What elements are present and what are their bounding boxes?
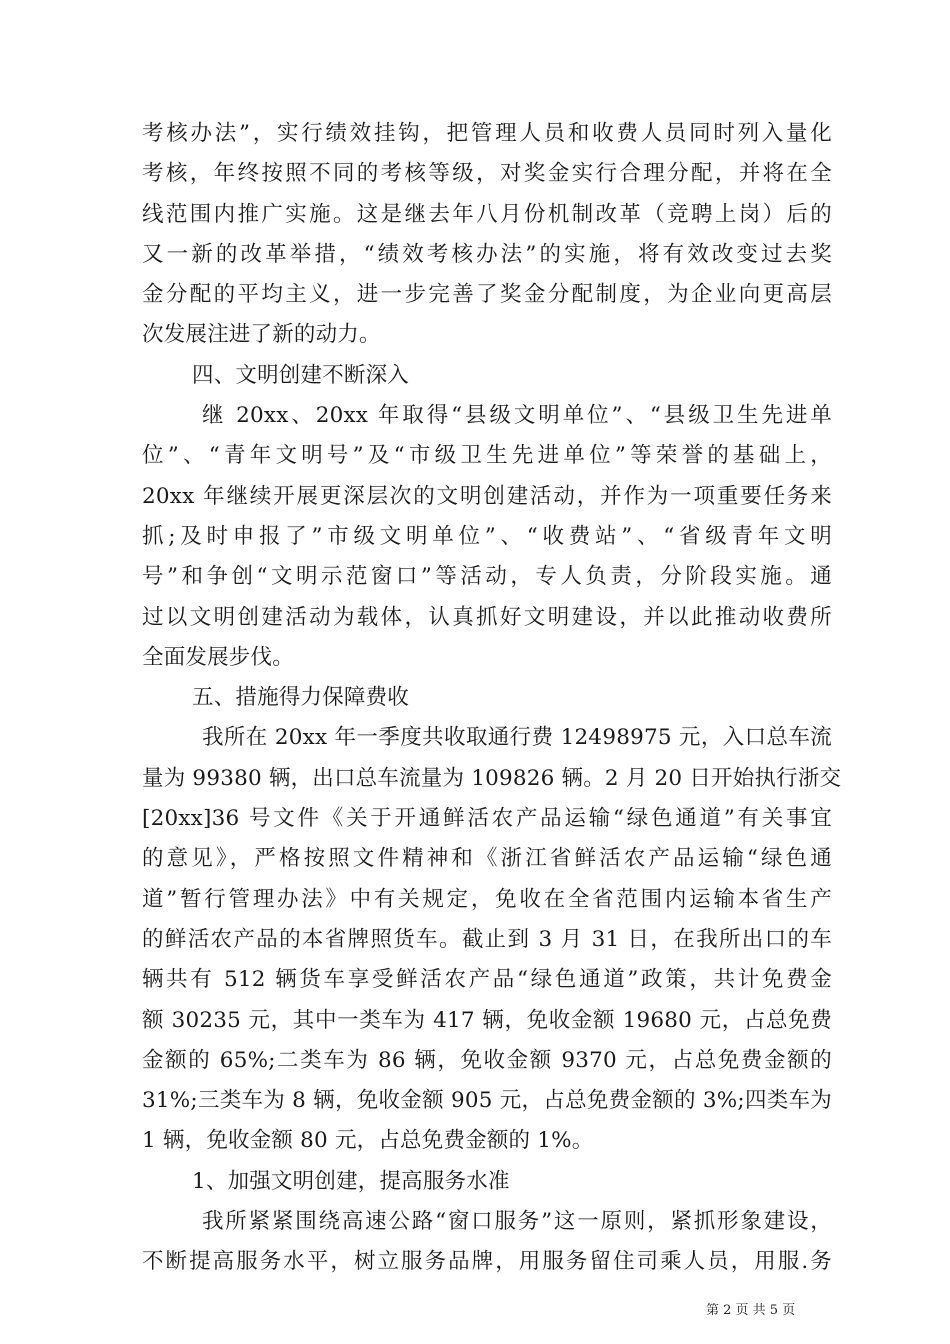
paragraph-line: 的鲜活农产品的本省牌照货车。截止到 3 月 31 日，在我所出口的车 xyxy=(142,926,832,952)
paragraph-line: 量为 99380 辆，出口总车流量为 109826 辆。2 月 20 日开始执行浙交 xyxy=(142,765,842,791)
paragraph-line: 20xx 年继续开展更深层次的文明创建活动，并作为一项重要任务来 xyxy=(142,483,832,509)
paragraph-line: 号”和争创“文明示范窗口”等活动，专人负责，分阶段实施。通 xyxy=(142,564,832,590)
paragraph-line: 不断提高服务水平，树立服务品牌，用服务留住司乘人员，用服.务 xyxy=(142,1249,832,1275)
paragraph-line: 辆共有 512 辆货车享受鲜活农产品“绿色通道”政策，共计免费金 xyxy=(142,967,832,993)
paragraph-line: 抓;及时申报了”市级文明单位”、“收费站”、“省级青年文明 xyxy=(142,523,832,549)
paragraph-line: 考核，年终按照不同的考核等级，对奖金实行合理分配，并将在全 xyxy=(142,161,832,187)
paragraph-line: 我所在 20xx 年一季度共收取通行费 12498975 元，入口总车流 xyxy=(202,725,832,751)
section-heading: 1、加强文明创建，提高服务水准 xyxy=(192,1168,510,1194)
paragraph-line: 线范围内推广实施。这是继去年八月份机制改革（竞聘上岗）后的 xyxy=(142,201,832,227)
paragraph-line: 1 辆，免收金额 80 元，占总免费金额的 1%。 xyxy=(142,1128,594,1154)
paragraph-line: 道”暂行管理办法》中有关规定，免收在全省范围内运输本省生产 xyxy=(142,886,832,912)
paragraph-line: 过以文明创建活动为载体，认真抓好文明建设，并以此推动收费所 xyxy=(142,604,832,630)
section-heading: 四、文明创建不断深入 xyxy=(192,362,410,388)
paragraph-line: 金额的 65%;二类车为 86 辆，免收金额 9370 元，占总免费金额的 xyxy=(142,1047,832,1073)
paragraph-line: 全面发展步伐。 xyxy=(142,644,294,670)
paragraph-line: 31%;三类车为 8 辆，免收金额 905 元，占总免费金额的 3%;四类车为 xyxy=(142,1088,832,1114)
paragraph-line: 又一新的改革举措，“绩效考核办法”的实施，将有效改变过去奖 xyxy=(142,241,832,267)
paragraph-line: 考核办法”，实行绩效挂钩，把管理人员和收费人员同时列入量化 xyxy=(142,121,832,146)
paragraph-line: 金分配的平均主义，进一步完善了奖金分配制度，为企业向更高层 xyxy=(142,282,832,308)
paragraph-line: [20xx]36 号文件《关于开通鲜活农产品运输“绿色通道”有关事宜 xyxy=(142,806,832,832)
paragraph-line: 次发展注进了新的动力。 xyxy=(142,322,381,348)
paragraph-line: 位”、“青年文明号”及“市级卫生先进单位”等荣誉的基础上， xyxy=(142,443,832,469)
page-number: 第 2 页 共 5 页 xyxy=(706,1303,796,1318)
section-heading: 五、措施得力保障费收 xyxy=(192,685,410,711)
paragraph-line: 的意见》，严格按照文件精神和《浙江省鲜活农产品运输“绿色通 xyxy=(142,846,832,872)
paragraph-line: 继 20xx、20xx 年取得“县级文明单位”、“县级卫生先进单 xyxy=(202,403,832,429)
paragraph-line: 我所紧紧围绕高速公路“窗口服务”这一原则，紧抓形象建设， xyxy=(202,1209,832,1235)
document-body xyxy=(142,114,842,1283)
paragraph-line: 额 30235 元，其中一类车为 417 辆，免收金额 19680 元，占总免费 xyxy=(142,1007,832,1033)
